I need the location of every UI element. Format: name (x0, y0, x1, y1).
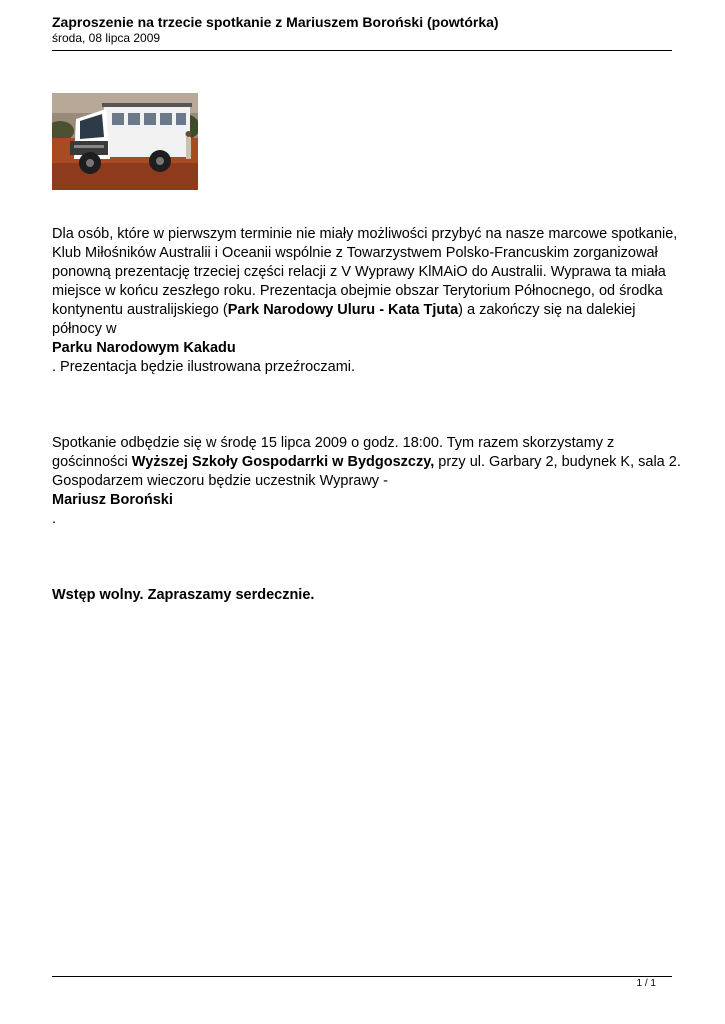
meeting-text-2: przy ul. Garbary 2, budynek K, sala 2. Gospodarzem wieczoru będzie uczestnik Wyprawy - (52, 454, 681, 489)
paragraph-intro (52, 225, 682, 339)
closing-line: Wstęp wolny. Zapraszamy serdecznie. (52, 587, 315, 603)
paragraph-meeting (52, 434, 682, 491)
intro-text-3: . Prezentacja będzie ilustrowana przeźroczami. (52, 359, 356, 375)
intro-text-2: ) a zakończy się na dalekiej północy w (52, 302, 636, 337)
truck-photo (52, 93, 198, 190)
document-date: środa, 08 lipca 2009 (52, 31, 161, 45)
meeting-text-3: . (52, 511, 57, 527)
page-number: 1 / 1 (636, 978, 656, 989)
meeting-text-1: Spotkanie odbędzie się w środę 15 lipca 2009 o godz. 18:00. Tym razem skorzystamy z gościnności (52, 435, 615, 470)
document-title: Zaproszenie na trzecie spotkanie z Mariuszem Boroński (powtórka) (52, 14, 499, 30)
host-name: Mariusz Boroński (52, 492, 173, 508)
document-header (52, 14, 672, 46)
uluru-park-name: Park Narodowy Uluru - Kata Tjuta (227, 302, 459, 318)
kakadu-park-name: Parku Narodowym Kakadu (52, 340, 236, 356)
article-body (52, 225, 682, 605)
footer-divider (52, 976, 672, 977)
school-name: Wyższej Szkoły Gospodarrki w Bydgoszczy, (131, 454, 435, 470)
header-divider (52, 50, 672, 51)
intro-text-1: Dla osób, które w pierwszym terminie nie miały możliwości przybyć na nasze marcowe spotkanie, Klub Miłośników Australii i Oceanii wspólnie z Towarzystwem Polsko-Francuskim zorganizował ponowną prezentację trzeciej części relacji z V Wyprawy KlMAiO do Australii. Wyprawa ta miała miejsce w końcu zeszłego roku. Prezentacja obejmie obszar Terytorium Północnego, od środka kontynentu australijskiego ( (52, 226, 678, 318)
